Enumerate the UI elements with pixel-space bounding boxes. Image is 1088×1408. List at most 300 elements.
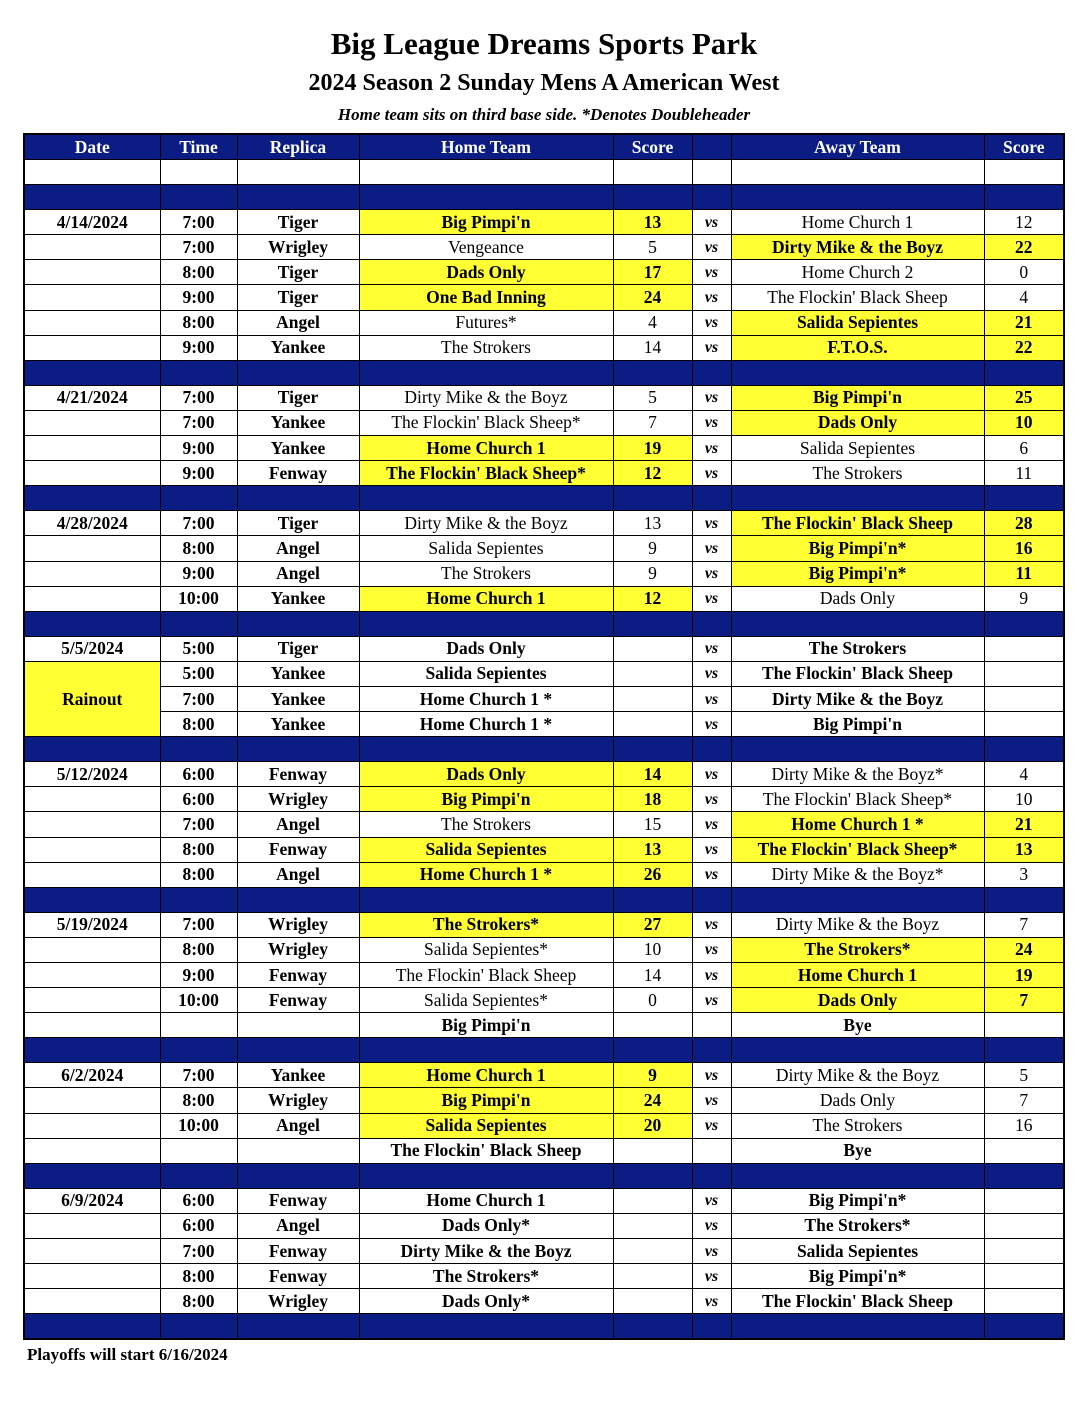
time-cell: 7:00 (160, 1063, 237, 1088)
col-time: Time (160, 134, 237, 160)
away-team-cell: Dirty Mike & the Boyz* (731, 862, 984, 887)
home-team-cell: Big Pimpi'n (359, 1088, 613, 1113)
separator-cell (613, 360, 692, 385)
col-home-team: Home Team (359, 134, 613, 160)
replica-cell: Tiger (237, 285, 359, 310)
replica-cell: Fenway (237, 963, 359, 988)
time-cell: 5:00 (160, 661, 237, 686)
replica-cell: Tiger (237, 260, 359, 285)
away-team-cell: Salida Sepientes (731, 436, 984, 461)
away-team-cell: Dads Only (731, 988, 984, 1013)
vs-cell: vs (692, 1289, 731, 1314)
home-score-cell: 13 (613, 210, 692, 235)
table-row (24, 285, 1064, 310)
home-score-cell: 14 (613, 335, 692, 360)
away-team-cell: Big Pimpi'n* (731, 1264, 984, 1289)
separator-cell (359, 185, 613, 210)
home-team-cell: The Strokers* (359, 912, 613, 937)
date-cell: 4/14/2024 (24, 210, 160, 235)
date-cell: 4/21/2024 (24, 385, 160, 410)
date-cell (24, 1088, 160, 1113)
home-team-cell: Salida Sepientes* (359, 937, 613, 962)
replica-cell: Tiger (237, 636, 359, 661)
table-row (24, 1188, 1064, 1213)
blank-row (24, 160, 1064, 185)
table-row (24, 385, 1064, 410)
home-team-cell: Salida Sepientes (359, 661, 613, 686)
vs-cell: vs (692, 837, 731, 862)
blank-cell (692, 160, 731, 185)
separator-cell (731, 486, 984, 511)
separator-cell (731, 1314, 984, 1340)
replica-cell: Wrigley (237, 235, 359, 260)
vs-cell: vs (692, 561, 731, 586)
week-separator-row (24, 1314, 1064, 1340)
replica-cell: Yankee (237, 1063, 359, 1088)
home-score-cell: 0 (613, 988, 692, 1013)
date-cell (24, 1138, 160, 1163)
vs-cell: vs (692, 1088, 731, 1113)
away-score-cell: 25 (984, 385, 1064, 410)
vs-cell: vs (692, 260, 731, 285)
away-team-cell: The Flockin' Black Sheep* (731, 837, 984, 862)
separator-cell (24, 486, 160, 511)
home-score-cell: 10 (613, 937, 692, 962)
separator-cell (24, 1163, 160, 1188)
replica-cell: Angel (237, 1213, 359, 1238)
vs-cell: vs (692, 436, 731, 461)
time-cell: 8:00 (160, 310, 237, 335)
vs-cell: vs (692, 335, 731, 360)
replica-cell: Yankee (237, 661, 359, 686)
date-cell (24, 862, 160, 887)
away-team-cell: Dirty Mike & the Boyz (731, 912, 984, 937)
away-score-cell: 22 (984, 235, 1064, 260)
table-row (24, 988, 1064, 1013)
separator-cell (613, 486, 692, 511)
date-cell (24, 1239, 160, 1264)
col-replica: Replica (237, 134, 359, 160)
date-cell (24, 1213, 160, 1238)
separator-cell (359, 486, 613, 511)
separator-cell (359, 737, 613, 762)
separator-cell (160, 185, 237, 210)
col-away-team: Away Team (731, 134, 984, 160)
separator-cell (613, 1038, 692, 1063)
separator-cell (160, 1314, 237, 1340)
vs-cell: vs (692, 812, 731, 837)
table-row (24, 636, 1064, 661)
time-cell: 7:00 (160, 812, 237, 837)
separator-cell (24, 887, 160, 912)
replica-cell: Fenway (237, 762, 359, 787)
home-score-cell: 19 (613, 436, 692, 461)
away-score-cell (984, 1264, 1064, 1289)
separator-cell (692, 1038, 731, 1063)
date-cell (24, 260, 160, 285)
separator-cell (984, 486, 1064, 511)
separator-cell (613, 1163, 692, 1188)
week-separator-row (24, 1038, 1064, 1063)
date-cell (24, 285, 160, 310)
home-team-cell: Dads Only* (359, 1289, 613, 1314)
vs-cell: vs (692, 862, 731, 887)
date-cell (24, 235, 160, 260)
blank-cell (731, 160, 984, 185)
table-row (24, 1138, 1064, 1163)
away-team-cell: Home Church 1 * (731, 812, 984, 837)
vs-cell: vs (692, 787, 731, 812)
table-row (24, 310, 1064, 335)
home-score-cell: 24 (613, 285, 692, 310)
away-team-cell: Dirty Mike & the Boyz* (731, 762, 984, 787)
vs-cell: vs (692, 937, 731, 962)
replica-cell: Tiger (237, 385, 359, 410)
page-note: Home team sits on third base side. *Denotes Doubleheader (337, 105, 751, 124)
away-score-cell: 9 (984, 586, 1064, 611)
separator-cell (692, 1163, 731, 1188)
replica-cell: Angel (237, 862, 359, 887)
replica-cell: Fenway (237, 1264, 359, 1289)
separator-cell (237, 887, 359, 912)
home-score-cell: 9 (613, 561, 692, 586)
away-score-cell: 12 (984, 210, 1064, 235)
date-cell (24, 812, 160, 837)
replica-cell: Angel (237, 812, 359, 837)
table-row (24, 511, 1064, 536)
replica-cell: Wrigley (237, 1088, 359, 1113)
away-score-cell: 21 (984, 812, 1064, 837)
separator-cell (731, 887, 984, 912)
away-score-cell: 4 (984, 285, 1064, 310)
replica-cell (237, 1138, 359, 1163)
date-cell (24, 410, 160, 435)
separator-cell (160, 737, 237, 762)
home-score-cell: 13 (613, 837, 692, 862)
separator-cell (613, 887, 692, 912)
vs-cell: vs (692, 385, 731, 410)
replica-cell: Wrigley (237, 912, 359, 937)
home-score-cell: 27 (613, 912, 692, 937)
blank-cell (984, 160, 1064, 185)
home-score-cell: 12 (613, 461, 692, 486)
date-cell (24, 988, 160, 1013)
home-team-cell: Big Pimpi'n (359, 1013, 613, 1038)
away-team-cell: Big Pimpi'n* (731, 536, 984, 561)
date-cell (24, 837, 160, 862)
vs-cell: vs (692, 235, 731, 260)
away-score-cell: 11 (984, 561, 1064, 586)
time-cell: 7:00 (160, 210, 237, 235)
away-score-cell (984, 1289, 1064, 1314)
table-row (24, 712, 1064, 737)
home-team-cell: Dads Only* (359, 1213, 613, 1238)
separator-cell (237, 1314, 359, 1340)
away-team-cell: The Strokers (731, 461, 984, 486)
time-cell: 7:00 (160, 912, 237, 937)
home-team-cell: Home Church 1 (359, 436, 613, 461)
vs-cell: vs (692, 1264, 731, 1289)
table-row (24, 787, 1064, 812)
away-score-cell (984, 661, 1064, 686)
time-cell: 8:00 (160, 712, 237, 737)
separator-cell (160, 1163, 237, 1188)
time-cell: 7:00 (160, 410, 237, 435)
week-separator-row (24, 360, 1064, 385)
separator-cell (237, 737, 359, 762)
col-vs (692, 134, 731, 160)
time-cell: 7:00 (160, 385, 237, 410)
time-cell: 8:00 (160, 1289, 237, 1314)
home-team-cell: Vengeance (359, 235, 613, 260)
time-cell: 7:00 (160, 1239, 237, 1264)
home-score-cell (613, 712, 692, 737)
replica-cell: Angel (237, 561, 359, 586)
separator-cell (731, 1163, 984, 1188)
replica-cell: Yankee (237, 335, 359, 360)
schedule-table (23, 133, 1065, 1340)
away-team-cell: Big Pimpi'n* (731, 561, 984, 586)
date-cell (24, 536, 160, 561)
home-score-cell (613, 1213, 692, 1238)
separator-cell (692, 486, 731, 511)
table-row (24, 837, 1064, 862)
replica-cell: Angel (237, 536, 359, 561)
date-cell (24, 963, 160, 988)
separator-cell (160, 360, 237, 385)
date-cell (24, 1113, 160, 1138)
home-score-cell: 5 (613, 385, 692, 410)
replica-cell: Fenway (237, 1239, 359, 1264)
page-subtitle: 2024 Season 2 Sunday Mens A American West (308, 70, 780, 96)
home-team-cell: Home Church 1 * (359, 712, 613, 737)
date-cell (24, 436, 160, 461)
separator-cell (731, 360, 984, 385)
time-cell: 8:00 (160, 937, 237, 962)
vs-cell: vs (692, 461, 731, 486)
time-cell: 9:00 (160, 561, 237, 586)
blank-cell (160, 160, 237, 185)
time-cell: 8:00 (160, 1088, 237, 1113)
home-team-cell: Dirty Mike & the Boyz (359, 385, 613, 410)
date-cell (24, 335, 160, 360)
separator-cell (359, 611, 613, 636)
vs-cell: vs (692, 410, 731, 435)
date-cell (24, 586, 160, 611)
vs-cell: vs (692, 310, 731, 335)
time-cell: 9:00 (160, 461, 237, 486)
separator-cell (692, 611, 731, 636)
separator-cell (160, 611, 237, 636)
home-score-cell: 20 (613, 1113, 692, 1138)
date-cell: 5/12/2024 (24, 762, 160, 787)
separator-cell (24, 360, 160, 385)
home-score-cell: 5 (613, 235, 692, 260)
table-row (24, 963, 1064, 988)
time-cell: 5:00 (160, 636, 237, 661)
away-score-cell: 10 (984, 410, 1064, 435)
separator-cell (984, 185, 1064, 210)
home-team-cell: The Strokers (359, 335, 613, 360)
table-row (24, 1289, 1064, 1314)
home-team-cell: Dads Only (359, 636, 613, 661)
vs-cell: vs (692, 636, 731, 661)
replica-cell: Angel (237, 1113, 359, 1138)
separator-cell (731, 1038, 984, 1063)
time-cell: 7:00 (160, 235, 237, 260)
separator-cell (692, 185, 731, 210)
separator-cell (359, 887, 613, 912)
separator-cell (984, 1163, 1064, 1188)
time-cell: 8:00 (160, 260, 237, 285)
separator-cell (692, 887, 731, 912)
away-score-cell (984, 636, 1064, 661)
away-team-cell: The Flockin' Black Sheep (731, 285, 984, 310)
away-team-cell: Salida Sepientes (731, 1239, 984, 1264)
separator-cell (359, 1314, 613, 1340)
away-score-cell: 21 (984, 310, 1064, 335)
table-row (24, 762, 1064, 787)
away-team-cell: Home Church 1 (731, 963, 984, 988)
replica-cell: Tiger (237, 210, 359, 235)
separator-cell (692, 1314, 731, 1340)
away-score-cell: 7 (984, 1088, 1064, 1113)
vs-cell: vs (692, 1113, 731, 1138)
page-title: Big League Dreams Sports Park (330, 26, 758, 61)
home-team-cell: The Flockin' Black Sheep (359, 1138, 613, 1163)
separator-cell (359, 360, 613, 385)
separator-cell (237, 1038, 359, 1063)
table-header-row (24, 134, 1064, 160)
away-score-cell: 6 (984, 436, 1064, 461)
away-team-cell: The Flockin' Black Sheep (731, 511, 984, 536)
away-team-cell: The Flockin' Black Sheep (731, 661, 984, 686)
separator-cell (24, 1038, 160, 1063)
time-cell: 8:00 (160, 1264, 237, 1289)
time-cell: 8:00 (160, 862, 237, 887)
vs-cell: vs (692, 1239, 731, 1264)
vs-cell (692, 1013, 731, 1038)
table-row (24, 661, 1064, 686)
separator-cell (984, 360, 1064, 385)
away-team-cell: Bye (731, 1138, 984, 1163)
away-score-cell: 7 (984, 912, 1064, 937)
vs-cell (692, 1138, 731, 1163)
away-score-cell: 16 (984, 1113, 1064, 1138)
separator-cell (237, 486, 359, 511)
time-cell: 6:00 (160, 787, 237, 812)
rainout-cell: Rainout (24, 661, 160, 736)
time-cell: 9:00 (160, 436, 237, 461)
replica-cell: Yankee (237, 712, 359, 737)
away-score-cell (984, 1213, 1064, 1238)
date-cell: 4/28/2024 (24, 511, 160, 536)
week-separator-row (24, 611, 1064, 636)
away-score-cell: 10 (984, 787, 1064, 812)
away-score-cell: 4 (984, 762, 1064, 787)
col-away-score: Score (984, 134, 1064, 160)
away-score-cell: 0 (984, 260, 1064, 285)
replica-cell: Yankee (237, 410, 359, 435)
vs-cell: vs (692, 285, 731, 310)
separator-cell (160, 887, 237, 912)
separator-cell (984, 611, 1064, 636)
table-row (24, 210, 1064, 235)
away-score-cell (984, 1188, 1064, 1213)
away-team-cell: Bye (731, 1013, 984, 1038)
time-cell: 6:00 (160, 762, 237, 787)
table-row (24, 436, 1064, 461)
replica-cell: Wrigley (237, 1289, 359, 1314)
separator-cell (613, 737, 692, 762)
home-score-cell: 13 (613, 511, 692, 536)
time-cell: 7:00 (160, 686, 237, 711)
date-cell (24, 787, 160, 812)
away-team-cell: Salida Sepientes (731, 310, 984, 335)
home-score-cell (613, 1264, 692, 1289)
table-row (24, 561, 1064, 586)
date-cell: 5/5/2024 (24, 636, 160, 661)
date-cell: 6/9/2024 (24, 1188, 160, 1213)
separator-cell (731, 737, 984, 762)
separator-cell (359, 1038, 613, 1063)
time-cell: 10:00 (160, 988, 237, 1013)
away-team-cell: The Strokers* (731, 937, 984, 962)
away-score-cell: 19 (984, 963, 1064, 988)
separator-cell (692, 360, 731, 385)
vs-cell: vs (692, 963, 731, 988)
home-team-cell: Dads Only (359, 762, 613, 787)
playoffs-note: Playoffs will start 6/16/2024 (27, 1345, 228, 1364)
home-team-cell: Dirty Mike & the Boyz (359, 1239, 613, 1264)
replica-cell: Tiger (237, 511, 359, 536)
table-row (24, 1239, 1064, 1264)
table-row (24, 1113, 1064, 1138)
separator-cell (24, 185, 160, 210)
home-team-cell: Salida Sepientes (359, 536, 613, 561)
time-cell: 10:00 (160, 1113, 237, 1138)
away-team-cell: Big Pimpi'n* (731, 1188, 984, 1213)
vs-cell: vs (692, 210, 731, 235)
table-row (24, 235, 1064, 260)
home-team-cell: Big Pimpi'n (359, 787, 613, 812)
vs-cell: vs (692, 912, 731, 937)
separator-cell (613, 185, 692, 210)
table-row (24, 812, 1064, 837)
replica-cell: Yankee (237, 436, 359, 461)
away-score-cell (984, 1013, 1064, 1038)
home-score-cell: 12 (613, 586, 692, 611)
time-cell: 7:00 (160, 511, 237, 536)
table-row (24, 912, 1064, 937)
away-team-cell: Home Church 2 (731, 260, 984, 285)
home-team-cell: Futures* (359, 310, 613, 335)
separator-cell (613, 1314, 692, 1340)
table-row (24, 335, 1064, 360)
home-score-cell (613, 1188, 692, 1213)
away-team-cell: The Flockin' Black Sheep (731, 1289, 984, 1314)
separator-cell (984, 737, 1064, 762)
home-score-cell (613, 1013, 692, 1038)
away-team-cell: The Strokers* (731, 1213, 984, 1238)
replica-cell (237, 1013, 359, 1038)
home-score-cell (613, 686, 692, 711)
blank-cell (237, 160, 359, 185)
table-row (24, 260, 1064, 285)
table-row (24, 461, 1064, 486)
schedule-body (24, 160, 1064, 1340)
home-team-cell: Home Church 1 (359, 1063, 613, 1088)
